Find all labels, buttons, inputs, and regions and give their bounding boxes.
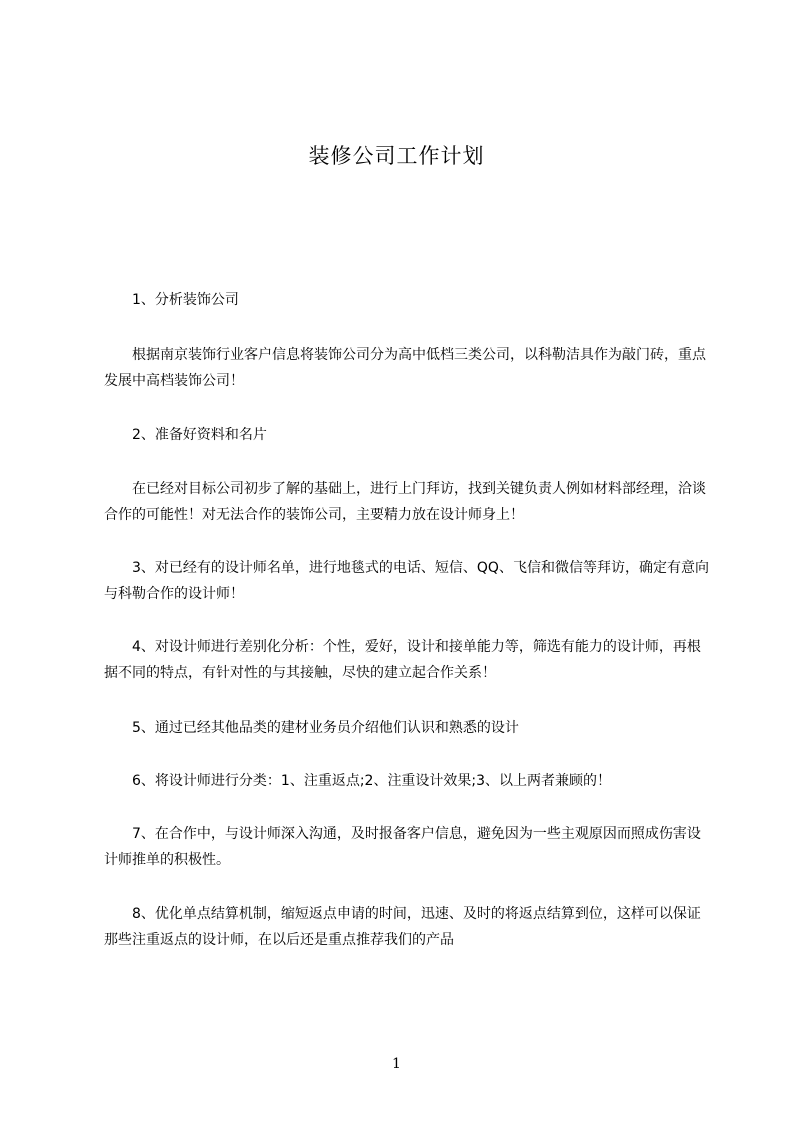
paragraph-10 [104, 901, 714, 953]
indent [104, 826, 132, 842]
indent [104, 292, 132, 308]
indent [104, 720, 132, 736]
paragraph-7 [104, 715, 714, 741]
paragraph-text: 4、对设计师进行差别化分析：个性，爱好，设计和接单能力等，筛选有能力的设计师，再根据不同的特点，有针对性的与其接触，尽快的建立起合作关系！ [104, 639, 701, 681]
indent [104, 639, 132, 655]
paragraph-2 [104, 342, 714, 394]
indent [104, 560, 132, 576]
paragraph-text: 在已经对目标公司初步了解的基础上，进行上门拜访，找到关键负责人例如材料部经理，洽谈合作的可能性！对无法合作的装饰公司，主要精力放在设计师身上！ [104, 481, 706, 523]
page-number: 1 [392, 1056, 401, 1072]
paragraph-text: 1、分析装饰公司 [132, 292, 239, 308]
indent [104, 427, 132, 443]
paragraph-9 [104, 821, 714, 873]
paragraph-5 [104, 555, 714, 607]
document-title: 装修公司工作计划 [308, 144, 485, 168]
paragraph-6 [104, 634, 714, 686]
indent [104, 481, 132, 497]
indent [104, 347, 132, 363]
paragraph-1 [104, 287, 714, 313]
paragraph-text: 7、在合作中，与设计师深入沟通，及时报备客户信息，避免因为一些主观原因而照成伤害设计师推单的积极性。 [104, 826, 701, 868]
paragraph-text: 3、对已经有的设计师名单，进行地毯式的电话、短信、QQ、飞信和微信等拜访，确定有意向与科勒合作的设计师！ [104, 560, 709, 602]
paragraph-text: 根据南京装饰行业客户信息将装饰公司分为高中低档三类公司，以科勒洁具作为敲门砖，重点发展中高档装饰公司！ [104, 347, 706, 389]
paragraph-text: 2、准备好资料和名片 [132, 427, 267, 443]
paragraph-3 [104, 422, 714, 448]
paragraph-4 [104, 476, 714, 528]
paragraph-text: 6、将设计师进行分类：1、注重返点;2、注重设计效果;3、以上两者兼顾的！ [132, 773, 612, 789]
paragraph-8 [104, 768, 714, 794]
indent [104, 906, 132, 922]
paragraph-text: 8、优化单点结算机制，缩短返点申请的时间，迅速、及时的将返点结算到位，这样可以保证那些注重返点的设计师，在以后还是重点推荐我们的产品 [104, 906, 701, 948]
paragraph-text: 5、通过已经其他品类的建材业务员介绍他们认识和熟悉的设计 [132, 720, 519, 736]
indent [104, 773, 132, 789]
